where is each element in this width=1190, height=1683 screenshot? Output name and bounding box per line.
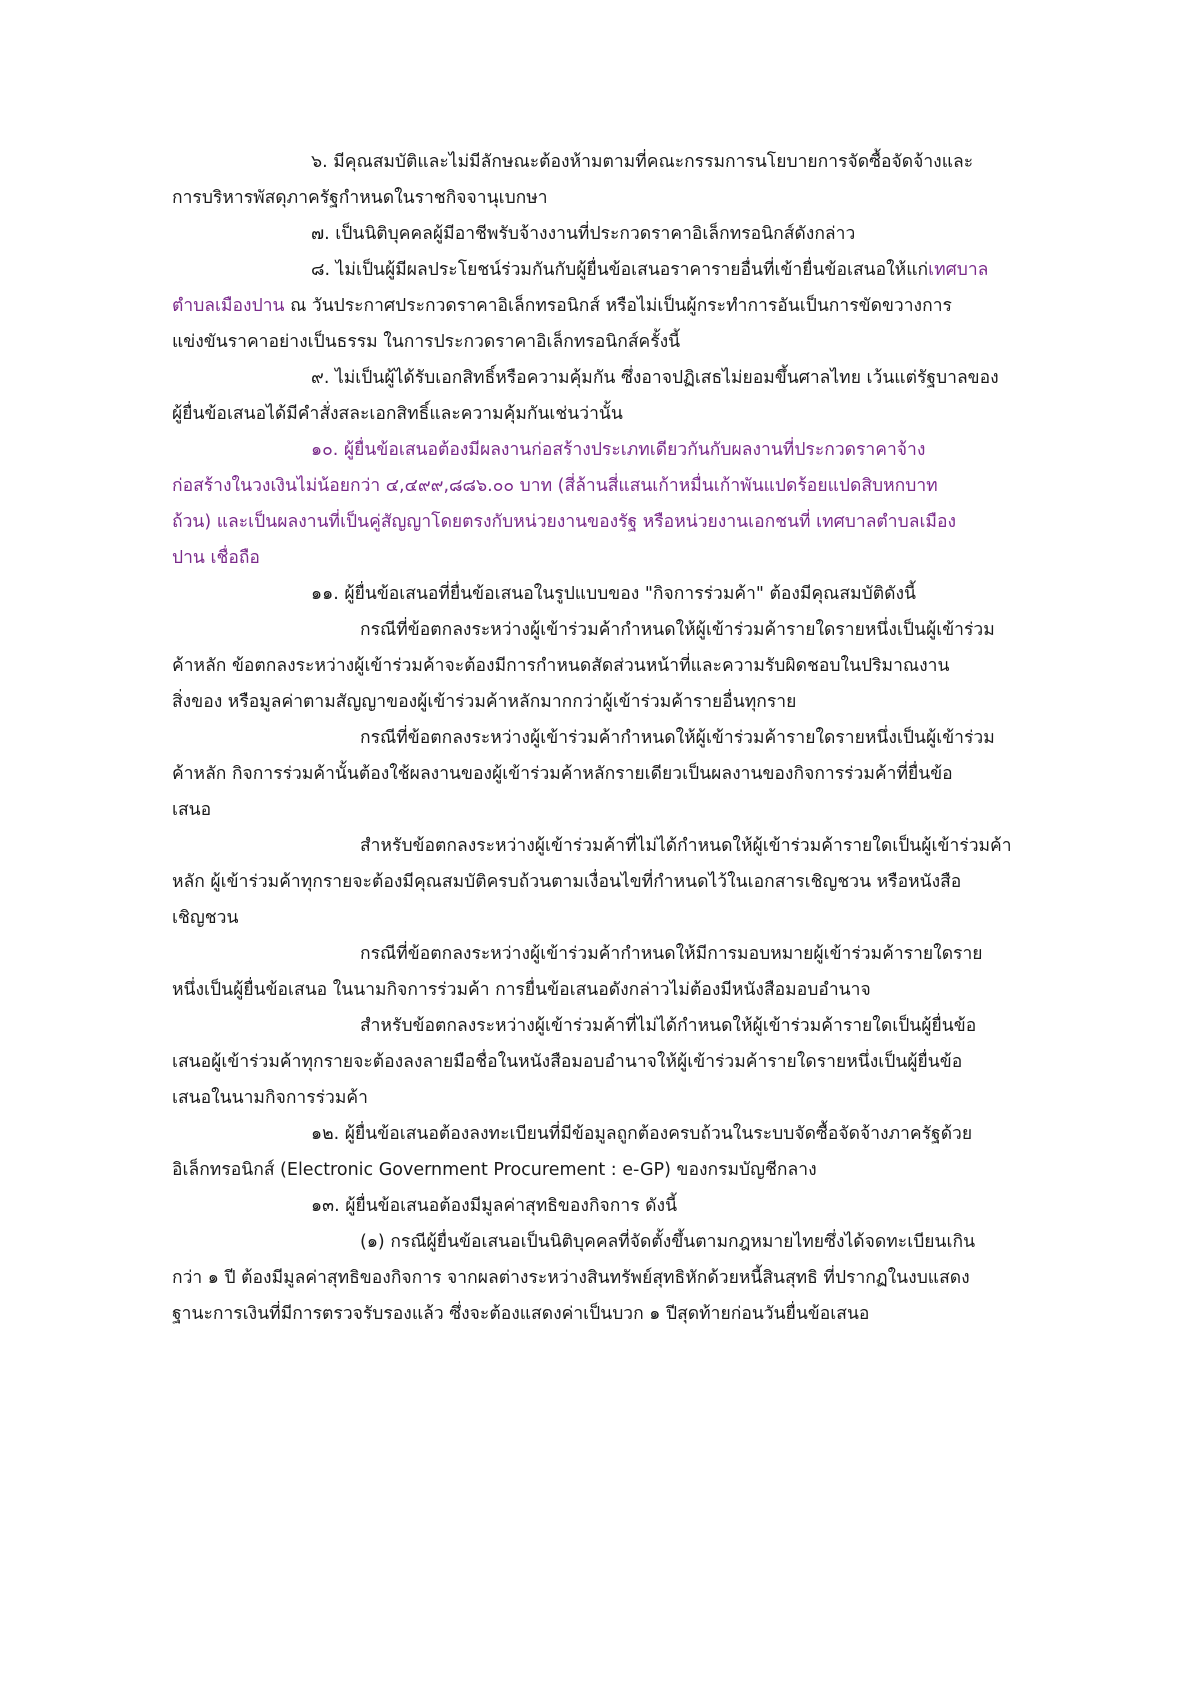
text-line xyxy=(172,828,1077,864)
body-text: ค้าหลัก กิจการร่วมค้านั้นต้องใช้ผลงานของผู้เข้าร่วมค้าหลักรายเดียวเป็นผลงานของกิจการร่วมค้าที่ยื่นข้อ xyxy=(172,764,953,784)
body-text: สำหรับข้อตกลงระหว่างผู้เข้าร่วมค้าที่ไม่ได้กำหนดให้ผู้เข้าร่วมค้ารายใดเป็นผู้ยื่นข้อ xyxy=(360,1016,977,1036)
body-text: ๙. ไม่เป็นผู้ได้รับเอกสิทธิ์หรือความคุ้มกัน ซึ่งอาจปฏิเสธไม่ยอมขึ้นศาลไทย เว้นแต่รัฐบาลของ xyxy=(311,368,999,388)
highlighted-text: ก่อสร้างในวงเงินไม่น้อยกว่า ๔,๔๙๙,๘๘๖.๐๐ บาท (สี่ล้านสี่แสนเก้าหมื่นเก้าพันแปดร้อยแปดสิบหกบาท xyxy=(172,476,938,496)
text-line xyxy=(172,288,1077,324)
highlighted-text: ๑๐. ผู้ยื่นข้อเสนอต้องมีผลงานก่อสร้างประเภทเดียวกันกับผลงานที่ประกวดราคาจ้าง xyxy=(311,440,926,460)
body-text: หนึ่งเป็นผู้ยื่นข้อเสนอ ในนามกิจการร่วมค้า การยื่นข้อเสนอดังกล่าวไม่ต้องมีหนังสือมอบอำนาจ xyxy=(172,980,871,1000)
highlighted-text: ตำบลเมืองปาน xyxy=(172,296,285,316)
body-text: หลัก ผู้เข้าร่วมค้าทุกรายจะต้องมีคุณสมบัติครบถ้วนตามเงื่อนไขที่กำหนดไว้ในเอกสารเชิญชวน หรือหนังสือ xyxy=(172,872,962,892)
text-line xyxy=(172,1224,1077,1260)
highlighted-text: ปาน เชื่อถือ xyxy=(172,548,260,568)
highlighted-text: ถ้วน) และเป็นผลงานที่เป็นคู่สัญญาโดยตรงกับหน่วยงานของรัฐ หรือหน่วยงานเอกชนที่ เทศบาลตำบลเมือง xyxy=(172,512,957,532)
body-text: สำหรับข้อตกลงระหว่างผู้เข้าร่วมค้าที่ไม่ได้กำหนดให้ผู้เข้าร่วมค้ารายใดเป็นผู้เข้าร่วมค้า xyxy=(360,836,1012,856)
body-text: เสนอในนามกิจการร่วมค้า xyxy=(172,1088,368,1108)
text-line xyxy=(172,432,1077,468)
text-line xyxy=(172,612,1077,648)
text-line xyxy=(172,1008,1077,1044)
text-line xyxy=(172,216,1077,252)
text-line xyxy=(172,1116,1077,1152)
body-text: (๑) กรณีผู้ยื่นข้อเสนอเป็นนิติบุคคลที่จัดตั้งขึ้นตามกฎหมายไทยซึ่งได้จดทะเบียนเกิน xyxy=(360,1232,976,1252)
text-line xyxy=(172,720,1077,756)
body-text: ผู้ยื่นข้อเสนอได้มีคำสั่งสละเอกสิทธิ์และความคุ้มกันเช่นว่านั้น xyxy=(172,404,623,424)
body-text: ๘. ไม่เป็นผู้มีผลประโยชน์ร่วมกันกับผู้ยื่นข้อเสนอราคารายอื่นที่เข้ายื่นข้อเสนอให้แก่ xyxy=(311,260,929,280)
text-line xyxy=(172,936,1077,972)
text-line xyxy=(172,1044,1077,1080)
text-line xyxy=(172,180,1077,216)
text-line xyxy=(172,252,1077,288)
body-text: ฐานะการเงินที่มีการตรวจรับรองแล้ว ซึ่งจะต้องแสดงค่าเป็นบวก ๑ ปีสุดท้ายก่อนวันยื่นข้อเสนอ xyxy=(172,1304,870,1324)
text-line xyxy=(172,1152,1077,1188)
body-text: ณ วันประกาศประกวดราคาอิเล็กทรอนิกส์ หรือไม่เป็นผู้กระทำการอันเป็นการขัดขวางการ xyxy=(284,296,952,316)
text-line xyxy=(172,684,1077,720)
text-line xyxy=(172,1260,1077,1296)
text-line xyxy=(172,864,1077,900)
body-text: อิเล็กทรอนิกส์ (Electronic Government Procurement : e-GP) ของกรมบัญชีกลาง xyxy=(172,1160,817,1180)
document-page xyxy=(172,144,1077,1332)
text-line xyxy=(172,324,1077,360)
body-text: เสนอ xyxy=(172,800,212,820)
body-text: ๗. เป็นนิติบุคคลผู้มีอาชีพรับจ้างงานที่ประกวดราคาอิเล็กทรอนิกส์ดังกล่าว xyxy=(311,224,856,244)
highlighted-text: เทศบาล xyxy=(928,260,989,280)
body-text: กรณีที่ข้อตกลงระหว่างผู้เข้าร่วมค้ากำหนดให้มีการมอบหมายผู้เข้าร่วมค้ารายใดราย xyxy=(360,944,983,964)
body-text: ค้าหลัก ข้อตกลงระหว่างผู้เข้าร่วมค้าจะต้องมีการกำหนดสัดส่วนหน้าที่และความรับผิดชอบในปริมาณงาน xyxy=(172,656,950,676)
body-text: ๖. มีคุณสมบัติและไม่มีลักษณะต้องห้ามตามที่คณะกรรมการนโยบายการจัดซื้อจัดจ้างและ xyxy=(311,152,974,172)
body-text: กรณีที่ข้อตกลงระหว่างผู้เข้าร่วมค้ากำหนดให้ผู้เข้าร่วมค้ารายใดรายหนึ่งเป็นผู้เข้าร่วม xyxy=(360,620,995,640)
body-text: สิ่งของ หรือมูลค่าตามสัญญาของผู้เข้าร่วมค้าหลักมากกว่าผู้เข้าร่วมค้ารายอื่นทุกราย xyxy=(172,692,797,712)
body-text: เสนอผู้เข้าร่วมค้าทุกรายจะต้องลงลายมือชื่อในหนังสือมอบอำนาจให้ผู้เข้าร่วมค้ารายใดรายหนึ่งเป็นผู้ยื่นข้อ xyxy=(172,1052,963,1072)
text-line xyxy=(172,540,1077,576)
text-line xyxy=(172,576,1077,612)
text-line xyxy=(172,144,1077,180)
body-text: ๑๒. ผู้ยื่นข้อเสนอต้องลงทะเบียนที่มีข้อมูลถูกต้องครบถ้วนในระบบจัดซื้อจัดจ้างภาครัฐด้วย xyxy=(311,1124,973,1144)
text-line xyxy=(172,1296,1077,1332)
text-line xyxy=(172,648,1077,684)
text-line xyxy=(172,396,1077,432)
body-text: ๑๓. ผู้ยื่นข้อเสนอต้องมีมูลค่าสุทธิของกิจการ ดังนี้ xyxy=(311,1196,678,1216)
text-line xyxy=(172,1080,1077,1116)
body-text: เชิญชวน xyxy=(172,908,239,928)
text-line xyxy=(172,972,1077,1008)
body-text: แข่งขันราคาอย่างเป็นธรรม ในการประกวดราคาอิเล็กทรอนิกส์ครั้งนี้ xyxy=(172,332,681,352)
body-text: กรณีที่ข้อตกลงระหว่างผู้เข้าร่วมค้ากำหนดให้ผู้เข้าร่วมค้ารายใดรายหนึ่งเป็นผู้เข้าร่วม xyxy=(360,728,995,748)
text-line xyxy=(172,900,1077,936)
text-line xyxy=(172,756,1077,792)
body-text: กว่า ๑ ปี ต้องมีมูลค่าสุทธิของกิจการ จากผลต่างระหว่างสินทรัพย์สุทธิหักด้วยหนี้สินสุทธิ ที่ปรากฏในงบแสดง xyxy=(172,1268,970,1288)
body-text: ๑๑. ผู้ยื่นข้อเสนอที่ยื่นข้อเสนอในรูปแบบของ "กิจการร่วมค้า" ต้องมีคุณสมบัติดังนี้ xyxy=(311,584,916,604)
text-line xyxy=(172,504,1077,540)
text-line xyxy=(172,360,1077,396)
text-line xyxy=(172,1188,1077,1224)
text-line xyxy=(172,468,1077,504)
body-text: การบริหารพัสดุภาครัฐกำหนดในราชกิจจานุเบกษา xyxy=(172,188,548,208)
text-line xyxy=(172,792,1077,828)
